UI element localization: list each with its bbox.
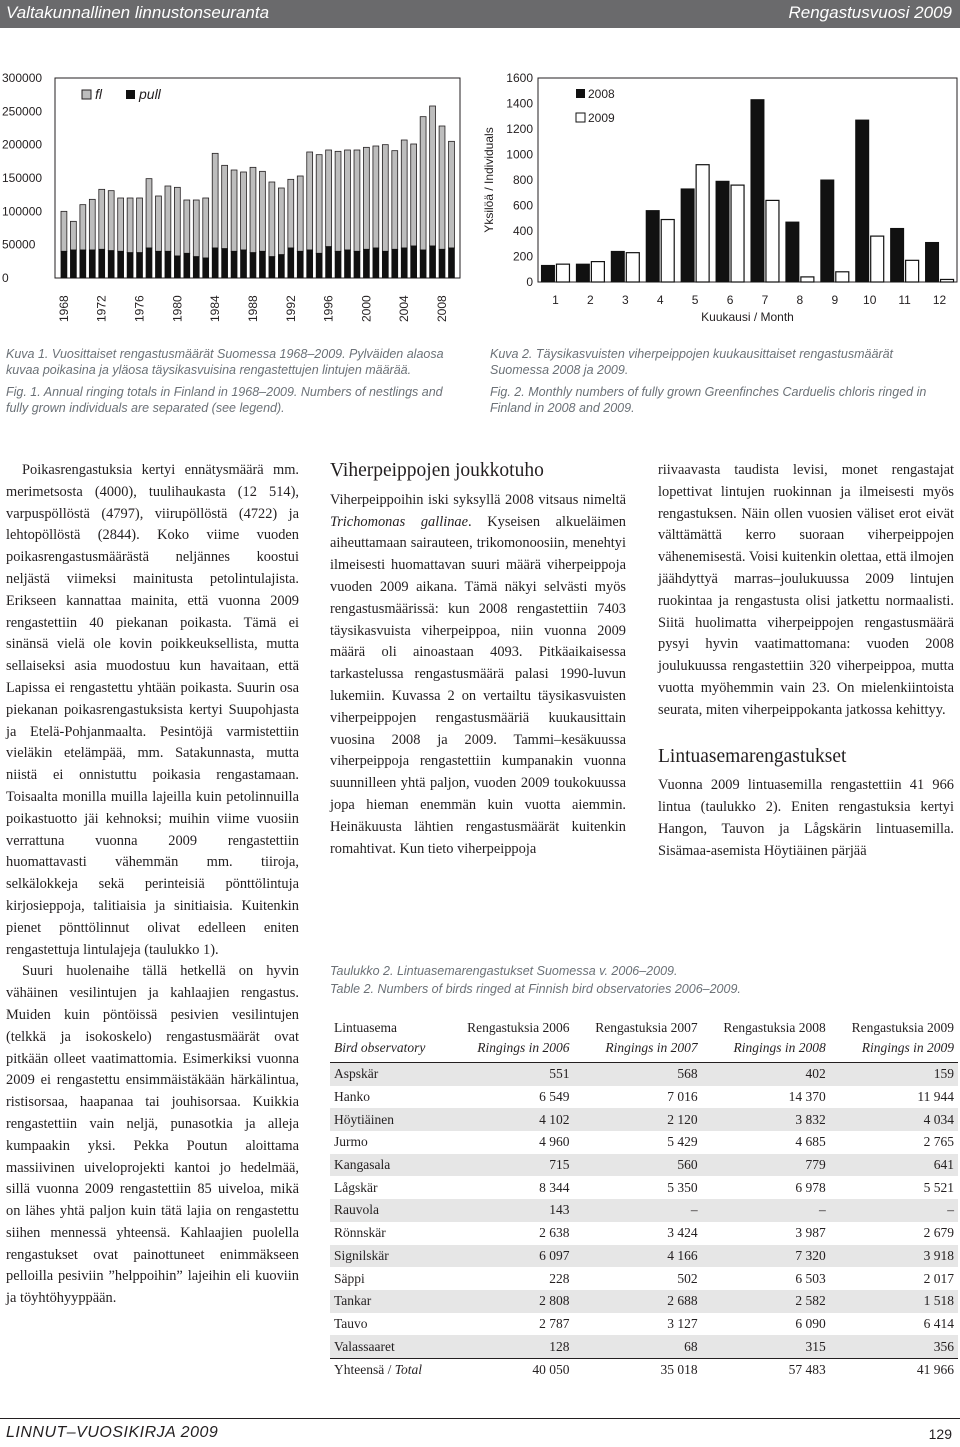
x-tick-label: 2008 <box>435 295 450 322</box>
table-cell: 4 166 <box>574 1245 702 1268</box>
bar-fl <box>278 188 284 255</box>
bar-pull <box>316 253 322 278</box>
table-row-observatory: Signilskär <box>330 1245 445 1268</box>
table-cell: 402 <box>702 1063 830 1086</box>
table-cell: 4 685 <box>795 1134 826 1150</box>
bar-pull <box>203 258 209 278</box>
table-row-observatory: Rönnskär <box>334 1225 386 1241</box>
y-tick-label: 0 <box>2 271 9 285</box>
column-2 <box>330 460 626 860</box>
table-cell: 4 034 <box>830 1108 958 1131</box>
y-tick-label: 100000 <box>2 204 43 219</box>
bar-2008 <box>646 211 659 282</box>
figure-1-chart <box>0 60 470 340</box>
bar-fl <box>80 205 86 250</box>
bar-pull <box>430 246 436 278</box>
table-cell: – <box>702 1199 830 1222</box>
x-tick-label: 2000 <box>359 295 374 322</box>
bar-pull <box>118 251 124 278</box>
bar-pull <box>401 248 407 278</box>
table-header-cell: Rengastuksia 2008 <box>723 1020 826 1035</box>
bar-pull <box>61 251 67 278</box>
bar-fl <box>222 165 228 248</box>
x-tick-label: 7 <box>761 293 769 307</box>
table-cell: 5 350 <box>667 1179 698 1195</box>
table-row <box>330 1199 958 1222</box>
table-header-cell: Bird observatory <box>330 1038 445 1063</box>
x-tick-label: 2004 <box>397 295 412 322</box>
column-1 <box>6 460 299 1310</box>
bar-pull <box>250 253 256 278</box>
table-cell: 11 944 <box>917 1089 954 1105</box>
bar-fl <box>89 199 95 250</box>
table-cell: 568 <box>574 1063 702 1086</box>
table-cell: 128 <box>445 1335 573 1358</box>
x-tick-label: 1988 <box>245 295 260 322</box>
bar-pull <box>174 256 180 278</box>
table-cell: 7 320 <box>702 1245 830 1268</box>
table-row <box>330 1267 958 1290</box>
table-header-fi <box>330 1018 958 1038</box>
bar-fl <box>439 126 445 249</box>
table-cell: 6 097 <box>445 1245 573 1268</box>
bar-fl <box>127 198 133 253</box>
table-cell: 2 688 <box>574 1290 702 1313</box>
bar-fl <box>108 191 114 251</box>
x-tick-label: 11 <box>898 293 911 307</box>
table-cell: 315 <box>702 1335 830 1358</box>
bar-pull <box>411 246 417 278</box>
legend-label-fl: fl <box>95 86 102 102</box>
table-row <box>330 1176 958 1199</box>
y-tick-label: 200 <box>512 249 533 264</box>
bar-fl <box>146 179 152 248</box>
table-total-row <box>330 1358 958 1381</box>
table-row <box>330 1290 958 1313</box>
bar-2008 <box>751 100 764 282</box>
table-cell: 3 987 <box>795 1225 826 1241</box>
x-tick-label: 9 <box>831 293 839 307</box>
bar-2009 <box>661 220 674 282</box>
col1-paragraph-1: Poikasrengastuksia kertyi ennätysmäärä mm. merimetsosta (4000), tuulihaukasta (12 514), varpuspöllöstä (4797), viirupöllöstä (4722) ja lehtopöllöstä (2844). Koko viime vuoden poikasrengastusmäärästä neljännes koostui neljästä viimeksi mainitusta petolintulajista. Erikseen kannattaa mainita, että vuonna 2009 rengastettiin 40 piekanan poikasta. Tämä ei sinänsä vielä ole kovin poikkeuksellista, mutta sellaiseksi asia muodostuu kun havaitaan, että Lapissa ei rengastettu yhtään poikasta. Suurin osa piekanan poikasrengastuksista kertyi Suupohjasta ja Etelä-Pohjanmaalta. Pesintöjä varmistettiin vieläkin etelämpää, mm. Satakunnasta, mutta niistä ei onnistuttu poikasia rengastamaan. Toisaalta monilla muilla lajeilla kuin petolinnuilla poikastuotto jäi kehnoksi; muihin viime vuosiin verrattuna vuonna 2009 rengastettiin huomattavasti vähemmän mm. tiiroja, selkälokkeja sekä perinteisiä pönttölintuja kirjosieppoja, talitiaisia ja sinitiaisia. Kuitenkin pienet pönttölinnut olivat edelleen eniten rengastettuja lintulajeja (taulukko 1). <box>6 462 299 958</box>
bar-2009 <box>626 253 639 282</box>
bar-fl <box>288 179 294 248</box>
bar-2008 <box>891 228 904 282</box>
bar-pull <box>449 248 455 278</box>
bar-pull <box>231 251 237 278</box>
table-header-en <box>330 1038 958 1063</box>
bar-fl <box>260 171 266 251</box>
section-heading-greenfinch: Viherpeippojen joukkotuho <box>330 460 544 481</box>
bar-pull <box>222 249 228 278</box>
table-cell: 6 090 <box>795 1315 826 1331</box>
bar-fl <box>401 140 407 248</box>
table-header-cell: Ringings in 2008 <box>702 1038 830 1063</box>
y-tick-label: 250000 <box>2 104 43 119</box>
table-cell: 5 521 <box>923 1179 954 1195</box>
table-cell: 551 <box>445 1063 573 1086</box>
bar-fl <box>411 144 417 246</box>
page-number: 129 <box>928 1426 952 1442</box>
bar-fl <box>212 153 218 248</box>
table-cell: 3 424 <box>667 1225 698 1241</box>
table-row <box>330 1222 958 1245</box>
bar-pull <box>354 251 360 278</box>
legend-swatch-pull <box>126 90 135 99</box>
bar-2008 <box>926 242 939 282</box>
table-cell: 143 <box>445 1199 573 1222</box>
table-row-observatory: Aspskär <box>330 1063 445 1086</box>
table-row-observatory: Hanko <box>334 1089 370 1105</box>
table-total-cell: 57 483 <box>702 1358 830 1381</box>
column-3 <box>658 460 954 863</box>
table-cell: 2 808 <box>445 1290 573 1313</box>
table-cell: 4 102 <box>445 1108 573 1131</box>
bar-fl <box>354 150 360 251</box>
bar-pull <box>89 250 95 278</box>
bar-2009 <box>696 165 709 282</box>
table-cell: 6 978 <box>795 1179 826 1195</box>
figure-1-caption <box>6 346 468 416</box>
x-tick-label: 1980 <box>170 295 185 322</box>
y-tick-label: 0 <box>526 275 533 289</box>
table-header-cell: Rengastuksia 2006 <box>467 1020 570 1035</box>
y-tick-label: 1000 <box>506 147 533 162</box>
table-cell: 3 127 <box>667 1315 698 1331</box>
table-row-observatory: Tankar <box>330 1290 445 1313</box>
bar-fl <box>250 167 256 252</box>
bar-fl <box>193 200 199 257</box>
bar-pull <box>70 250 76 278</box>
table-cell: 6 414 <box>923 1315 954 1331</box>
bar-2009 <box>591 262 604 282</box>
section-heading-observatories: Lintuasemarengastukset <box>658 745 847 767</box>
table-row-observatory: Kangasala <box>330 1154 445 1177</box>
bar-fl <box>335 151 341 251</box>
bar-fl <box>382 145 388 252</box>
col2-text-b: . Kyseisen alkueläimen aiheuttamaan sairauteen, trikomonoosiin, menehtyi ilmeisesti huomattavan suuri määrä viherpeippoja vuoden 2009 aikana. Tämä näkyi selvästi myös rengastusmäärissä: kun 2008 rengastettiin 7403 täysikasvuista viherpeippoa, niin vuonna 2009 määrä oli ainoastaan 4093. Pitkäaikaisessa tarkastelussa rengastusmäärä palasi 1990-luvun lukemiin. Kuvassa 2 on vertailtu täysikasvuisten viherpeippojen rengastusmääriä kuukausittain vuosina 2008 ja 2009. Tammi–kesäkuussa viherpeippoja rengastettiin kumpanakin vuonna suunnilleen yhtä paljon, vuoden 2009 toukokuussa jopa hieman enemmän kuin vuotta aiemmin. Heinäkuusta lähtien rengastusmäärät kuitenkin romahtivat. Kun tieto viherpeippoja <box>330 513 626 857</box>
legend-label-pull: pull <box>139 86 161 102</box>
footer-journal: LINNUT–VUOSIKIRJA 2009 <box>6 1424 219 1441</box>
x-tick-label: 3 <box>621 293 629 307</box>
bar-fl <box>165 186 171 251</box>
bar-pull <box>269 257 275 278</box>
table-row <box>330 1313 958 1336</box>
bar-pull <box>345 250 351 278</box>
bar-pull <box>184 253 190 278</box>
y-tick-label: 1400 <box>506 96 533 111</box>
table-row-observatory: Valassaaret <box>330 1335 445 1358</box>
table-header-cell: Lintuasema <box>334 1020 397 1035</box>
bar-2009 <box>836 272 849 282</box>
table-cell: 2 120 <box>574 1108 702 1131</box>
table-cell: 68 <box>574 1335 702 1358</box>
bar-fl <box>269 182 275 257</box>
table-header-cell: Ringings in 2007 <box>574 1038 702 1063</box>
figure-2-caption-en: Fig. 2. Monthly numbers of fully grown Greenfinches Carduelis chloris ringed in Finland in 2008 and 2009. <box>490 385 927 415</box>
legend-swatch-fl <box>82 90 91 99</box>
y-tick-label: 800 <box>512 173 533 187</box>
bar-fl <box>449 141 455 248</box>
bar-pull <box>137 253 143 278</box>
table-row <box>330 1086 958 1109</box>
table-row-observatory: Säppi <box>334 1270 365 1286</box>
table-cell: – <box>574 1199 702 1222</box>
bar-2008 <box>856 120 869 282</box>
table-cell: 7 016 <box>667 1089 698 1105</box>
x-tick-label: 1996 <box>321 295 336 322</box>
table-cell: 2 765 <box>923 1134 954 1150</box>
table-row-observatory: Höytiäinen <box>330 1108 445 1131</box>
table-cell: 14 370 <box>788 1089 826 1105</box>
x-tick-label: 1 <box>552 293 559 307</box>
x-tick-label: 5 <box>691 293 699 307</box>
table-total-cell: 35 018 <box>574 1358 702 1381</box>
x-tick-label: 8 <box>796 293 804 307</box>
bar-2009 <box>556 264 569 282</box>
bar-fl <box>373 146 379 248</box>
table-cell: 1 518 <box>830 1290 958 1313</box>
y-tick-label: 600 <box>512 198 533 213</box>
table-cell: 6 549 <box>539 1089 570 1105</box>
figure-2-chart <box>475 60 960 340</box>
bar-2009 <box>906 260 919 282</box>
header-left: Valtakunnallinen linnustonseuranta <box>6 3 270 22</box>
table-2-caption-en: Table 2. Numbers of birds ringed at Finnish bird observatories 2006–2009. <box>330 982 741 996</box>
bar-2008 <box>611 251 624 282</box>
bar-2009 <box>766 200 779 282</box>
figure-2-caption <box>490 346 952 416</box>
bar-pull <box>278 255 284 278</box>
table-row-observatory: Jurmo <box>334 1134 368 1150</box>
table-cell: – <box>830 1199 958 1222</box>
table-total-cell: 41 966 <box>830 1358 958 1381</box>
bar-fl <box>61 211 67 251</box>
bar-pull <box>326 247 332 278</box>
bar-pull <box>420 250 426 278</box>
col1-paragraph-2: Suuri huolenaihe tällä hetkellä on hyvin vähäinen vesilintujen ja kahlaajien rengastus. Muiden kuin pöntöissä pesivien vesilintujen (telkkä ja isokoskelo) rengastusmäärät ovat pitkään olleet vaatimattomia. Esimerkiksi vuonna 2009 ei rengastettu ensimmäistäkään härkälintua, ristisorsaa, haapanaa tai jouhisorsaa. Kuikkia rengastettiin vain neljä, punasotkia ja alleja kumpaakin yksi. Pekka Poutun aloittama massiivinen uiveloprojekti kantoi jo hedelmää, sillä vuonna 2009 rengastettiin 85 uiveloa, mikä on lähes yhtä paljon kuin tätä lajia on rengastettu siihen mennessä yhteensä. Kahlaajien puolella rengastukset ovat painottuneet enimmäkseen pelloilla pesiviin ”helppoihin” lajeihin eli kuoviin ja töyhtöhyyppään. <box>6 963 299 1307</box>
bar-2009 <box>871 236 884 282</box>
y-tick-label: 400 <box>512 224 533 238</box>
bar-pull <box>241 250 247 278</box>
x-tick-label: 1972 <box>94 295 109 322</box>
bar-fl <box>345 150 351 250</box>
table-header-cell: Rengastuksia 2007 <box>595 1020 698 1035</box>
y-tick-label: 1600 <box>506 71 533 85</box>
bar-pull <box>382 251 388 278</box>
legend-swatch-2009 <box>576 113 585 122</box>
y-axis-label: Yksilöä / Individuals <box>482 127 496 233</box>
x-tick-label: 12 <box>932 293 947 307</box>
table-row-observatory: Rauvola <box>330 1199 445 1222</box>
bar-fl <box>156 196 162 251</box>
table-cell: 8 344 <box>539 1179 570 1195</box>
running-header <box>0 0 960 28</box>
figure-1-caption-fi: Kuva 1. Vuosittaiset rengastusmäärät Suomessa 1968–2009. Pylväiden alaosa kuvaa poikasina ja yläosa täysikasvuisina rengastettujen lintujen määrää. <box>6 347 444 377</box>
bar-fl <box>174 187 180 256</box>
bar-pull <box>307 250 313 278</box>
bar-2008 <box>716 181 729 282</box>
bar-pull <box>212 248 218 278</box>
bar-pull <box>165 251 171 278</box>
table-2-caption <box>330 962 741 998</box>
footer-rule <box>0 1418 960 1419</box>
bar-fl <box>392 151 398 250</box>
bar-2008 <box>576 264 589 282</box>
total-label-separator: / <box>384 1362 395 1378</box>
y-tick-label: 1200 <box>506 122 533 136</box>
table-cell: 159 <box>830 1063 958 1086</box>
bar-fl <box>241 172 247 250</box>
bar-pull <box>146 248 152 278</box>
legend-swatch-2008 <box>576 89 585 98</box>
table-cell: 228 <box>549 1270 570 1286</box>
bar-pull <box>193 257 199 278</box>
x-tick-label: 1976 <box>132 295 147 322</box>
x-tick-label: 1984 <box>208 295 223 322</box>
table-cell: 2 017 <box>923 1270 954 1286</box>
bar-fl <box>70 221 76 250</box>
table-header-cell: Ringings in 2009 <box>830 1038 958 1063</box>
bar-2009 <box>941 279 954 282</box>
table-row <box>330 1063 958 1086</box>
table-header-cell: Ringings in 2006 <box>445 1038 573 1063</box>
table-cell: 641 <box>830 1154 958 1177</box>
bar-pull <box>80 250 86 278</box>
table-row <box>330 1335 958 1358</box>
table-cell: 2 787 <box>539 1315 570 1331</box>
bar-fl <box>184 200 190 253</box>
bar-2008 <box>541 265 554 282</box>
bar-pull <box>127 253 133 278</box>
table-row <box>330 1108 958 1131</box>
bar-fl <box>99 189 105 249</box>
bar-fl <box>363 147 369 249</box>
bar-fl <box>118 198 124 251</box>
table-cell: 2 582 <box>702 1290 830 1313</box>
y-tick-label: 50000 <box>2 237 36 252</box>
bar-pull <box>439 249 445 278</box>
bar-2008 <box>681 189 694 282</box>
table-cell: 5 429 <box>667 1134 698 1150</box>
total-label-en: Total <box>394 1362 423 1378</box>
x-axis-label: Kuukausi / Month <box>701 310 794 324</box>
x-tick-label: 4 <box>656 293 664 307</box>
bar-fl <box>420 117 426 250</box>
table-cell: 356 <box>830 1335 958 1358</box>
plot-frame <box>55 78 460 278</box>
bar-fl <box>231 170 237 251</box>
y-tick-label: 300000 <box>2 71 43 85</box>
legend-label-2008: 2008 <box>588 87 615 101</box>
table-cell: 3 918 <box>830 1245 958 1268</box>
table-cell: 779 <box>702 1154 830 1177</box>
x-tick-label: 1968 <box>56 295 71 322</box>
table-row-observatory: Tauvo <box>334 1315 368 1331</box>
table-header-cell: Rengastuksia 2009 <box>851 1020 954 1035</box>
bar-fl <box>297 176 303 251</box>
bar-fl <box>316 155 322 254</box>
bar-fl <box>203 198 209 258</box>
table-cell: 715 <box>445 1154 573 1177</box>
bar-pull <box>297 251 303 278</box>
bar-pull <box>156 251 162 278</box>
col3-paragraph-2: Vuonna 2009 lintuasemilla rengastettiin 41 966 lintua (taulukko 2). Eniten rengastuksia kertyi Hangon, Tauvon ja Lågskärin lintuasemilla. Sisämaa-asemista Höytiäinen pärjää <box>658 777 954 859</box>
header-right: Rengastusvuosi 2009 <box>788 3 952 22</box>
bar-pull <box>108 251 114 278</box>
col2-paragraph-1 <box>330 490 626 861</box>
table-row-observatory: Lågskär <box>334 1179 378 1195</box>
bar-pull <box>335 251 341 278</box>
bar-pull <box>288 248 294 278</box>
table-total-cell: 40 050 <box>445 1358 573 1381</box>
x-tick-label: 10 <box>863 293 877 307</box>
x-tick-label: 1992 <box>283 295 298 322</box>
bar-2009 <box>731 185 744 282</box>
y-tick-label: 200000 <box>2 137 43 152</box>
table-total-label <box>330 1358 445 1381</box>
total-label-fi: Yhteensä <box>334 1362 385 1378</box>
table-row <box>330 1154 958 1177</box>
bar-fl <box>430 106 436 246</box>
table-cell: 560 <box>574 1154 702 1177</box>
bar-pull <box>373 248 379 278</box>
bar-2008 <box>786 222 799 282</box>
bar-fl <box>307 152 313 250</box>
table-cell: 6 503 <box>795 1270 826 1286</box>
table-cell: 3 832 <box>702 1108 830 1131</box>
table-row <box>330 1131 958 1154</box>
figure-2-caption-fi: Kuva 2. Täysikasvuisten viherpeippojen kuukausittaiset rengastusmäärät Suomessa 2008 ja 2009. <box>490 347 893 377</box>
table-cell: 4 960 <box>539 1134 570 1150</box>
legend-label-2009: 2009 <box>588 111 615 125</box>
figure-1-caption-en: Fig. 1. Annual ringing totals in Finland in 1968–2009. Numbers of nestlings and fully grown individuals are separated (see legend). <box>6 385 443 415</box>
table-cell: 2 638 <box>539 1225 570 1241</box>
bar-2009 <box>801 277 814 282</box>
col2-text-a: Viherpeippoihin iski syksyllä 2008 vitsaus nimeltä <box>330 491 626 508</box>
bar-fl <box>326 150 332 247</box>
table-cell: 2 679 <box>923 1225 954 1241</box>
table-2-caption-fi: Taulukko 2. Lintuasemarengastukset Suomessa v. 2006–2009. <box>330 964 678 978</box>
col3-paragraph-1: riivaavasta taudista levisi, monet rengastajat lopettivat lintujen ruokinnan ja ilmeisesti myös rengastuksen. Näin ollen vuosien väliset erot eivät välttämättä kerro suoraan viherpeippojen vähenemisestä. Voisi kuitenkin olettaa, että ilmojen jäähdyttyä marras–joulukuussa 2009 lintujen ruokintaa ja rengastusta olisi jatkettu normaalisti. Siitä huolimatta viherpeippojen rengastusmäärä pysyi hyvin vaatimattomana: vuoden 2008 joulukuussa rengastettiin 320 viherpeippoa, mutta vuotta myöhemmin vain 23. On mielenkiintoista seurata, miten viherpeippokanta jatkossa kehittyy. <box>658 462 954 718</box>
observatory-table <box>330 1018 958 1382</box>
species-name: Trichomonas gallinae <box>330 513 468 530</box>
bar-pull <box>260 251 266 278</box>
x-tick-label: 6 <box>726 293 734 307</box>
bar-fl <box>137 198 143 253</box>
bar-2008 <box>821 180 834 282</box>
bar-pull <box>392 249 398 278</box>
bar-pull <box>363 249 369 278</box>
x-tick-label: 2 <box>587 293 594 307</box>
table-cell: 502 <box>677 1270 698 1286</box>
bar-pull <box>99 249 105 278</box>
y-tick-label: 150000 <box>2 171 43 185</box>
table-row <box>330 1245 958 1268</box>
